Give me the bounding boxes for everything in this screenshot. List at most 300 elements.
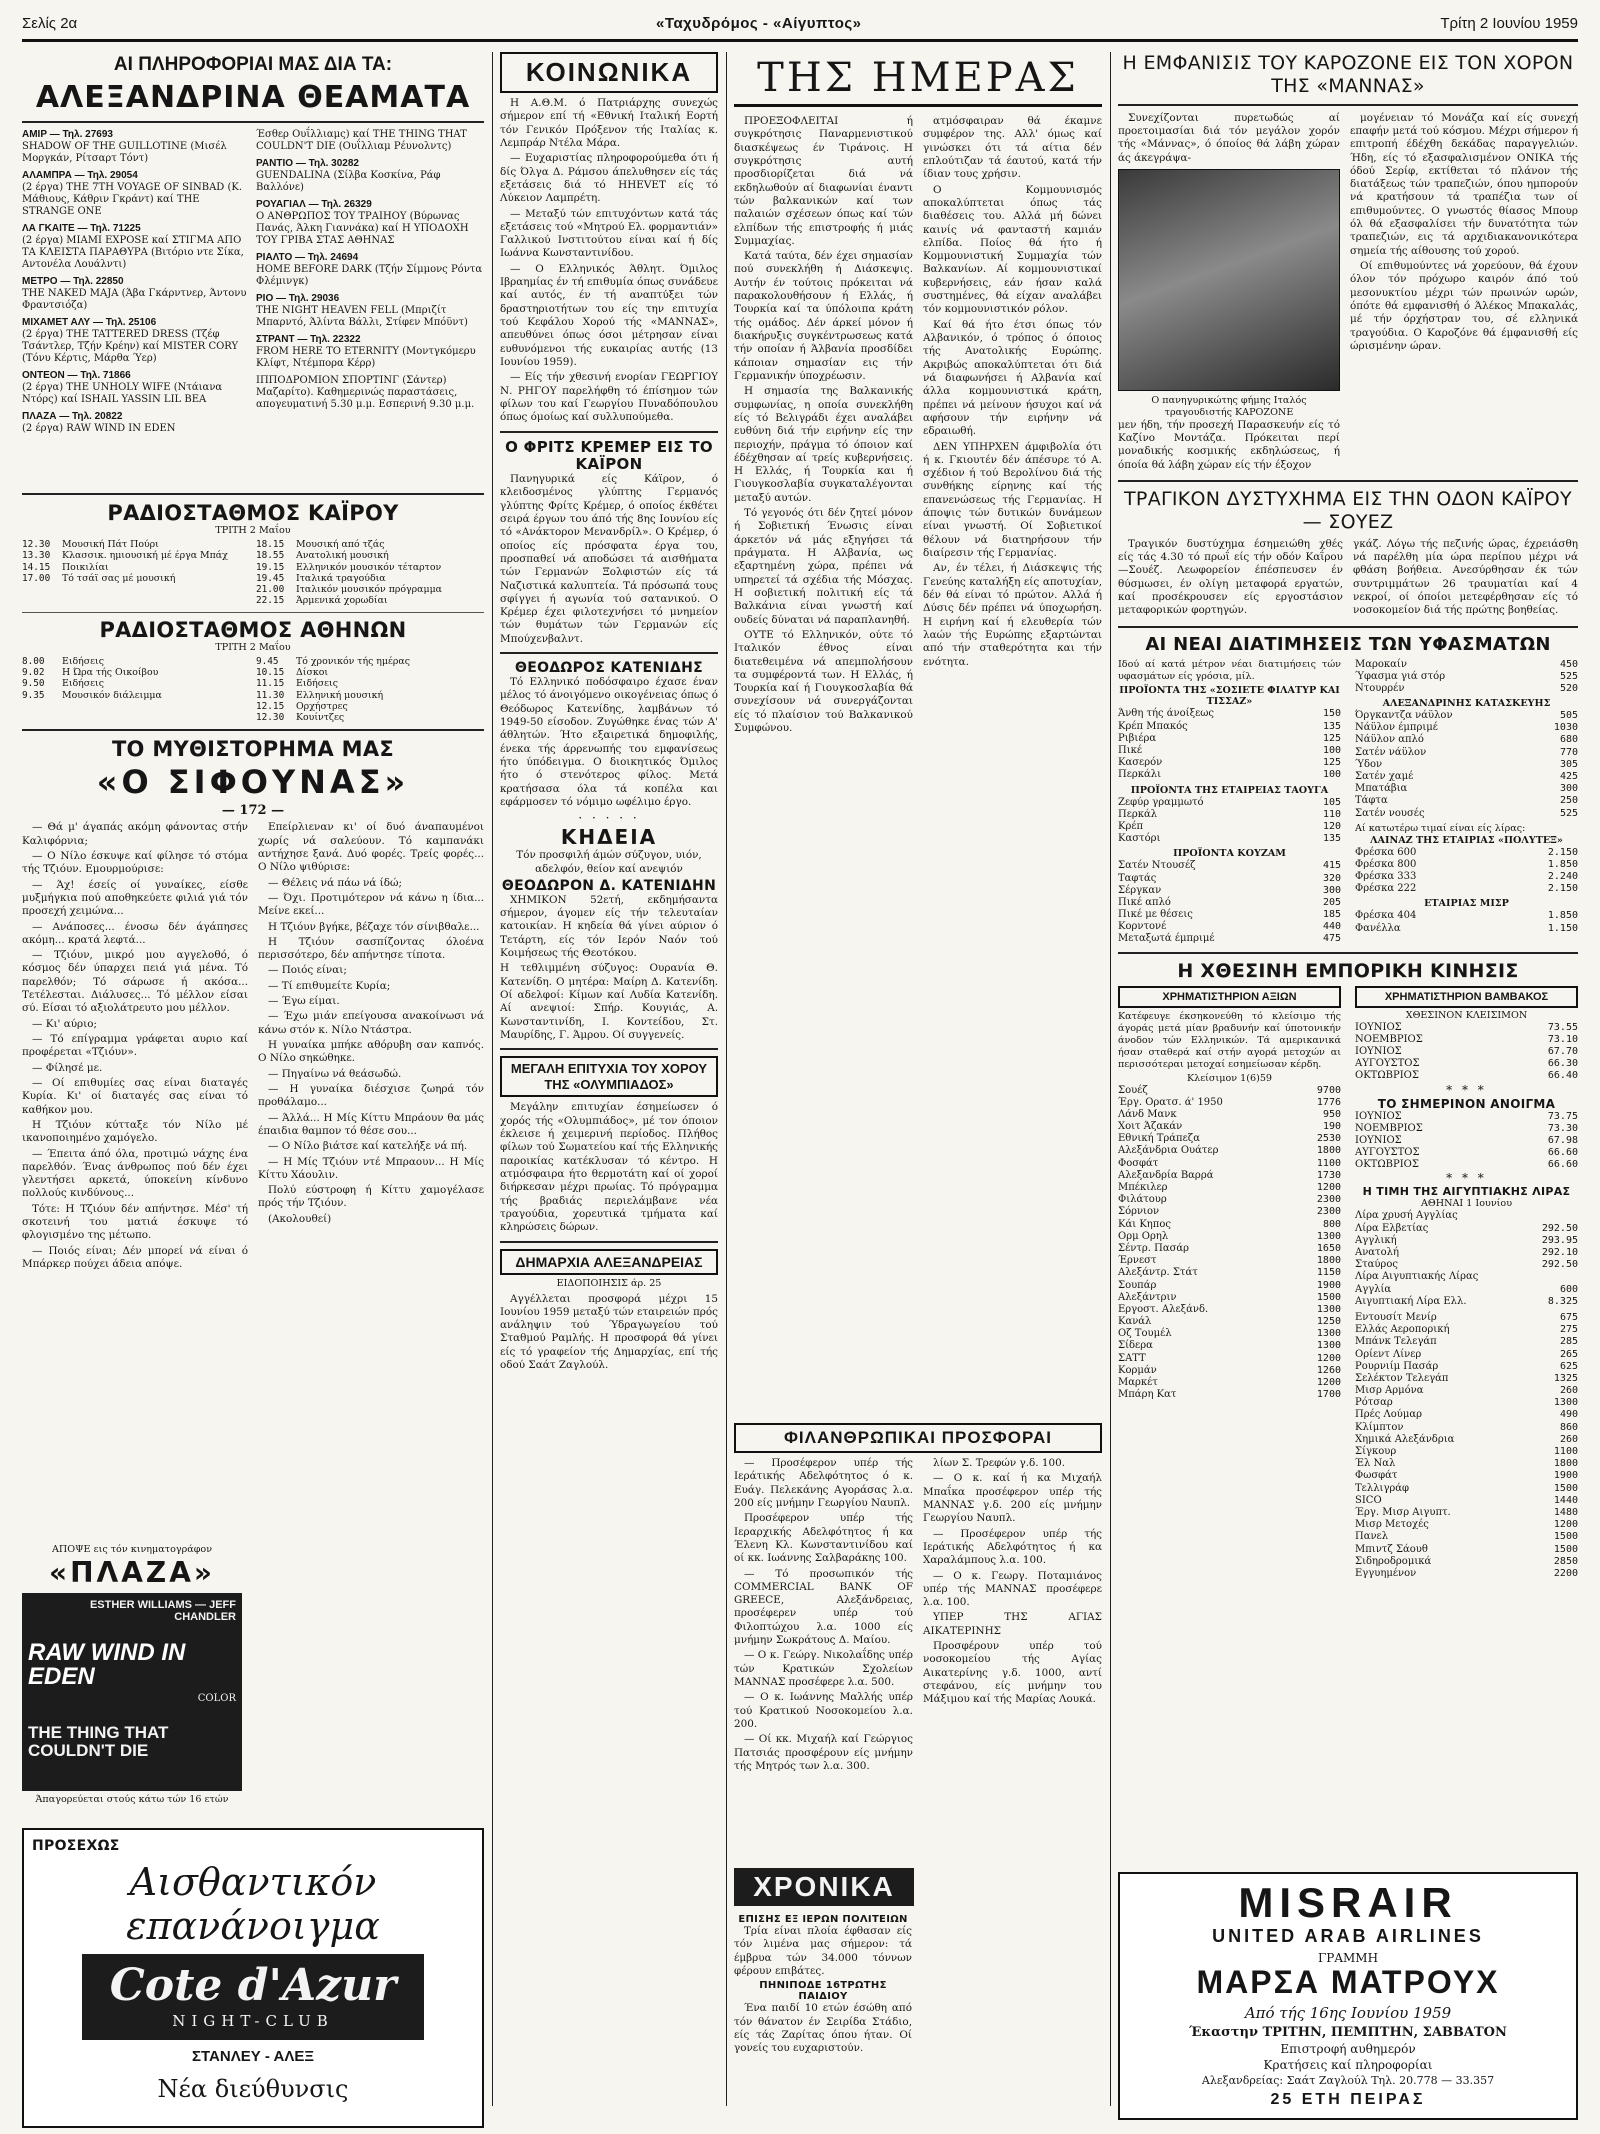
pound-rate-value: 600 [1559, 1283, 1578, 1295]
fabric-price [1355, 859, 1578, 871]
stock-quote-label: Μπέκιλερ [1118, 1182, 1168, 1194]
cotton-quote-label: ΙΟΥΝΙΟΣ [1355, 1021, 1402, 1033]
stock-quote-label: Ορμ Ορηλ [1118, 1230, 1169, 1242]
share-quote-label: Μπιντζ Σάουθ [1355, 1543, 1428, 1555]
cinema-program: THE NAKED MAJA (Άβα Γκάρντνερ, Άντονυ Φραντσιόζα) [22, 288, 247, 311]
program-time: 9.50 [22, 678, 45, 690]
stock-quote-value: 1776 [1316, 1096, 1341, 1108]
radio-program-row [256, 678, 484, 689]
radio-program-row [256, 595, 484, 606]
cinema-program: (2 έργα) THE TATTERED DRESS (Τζέφ Τσάντλερ, Τζήν Κρέην) καί MISTER CORY (Τόνυ Κέρτις, Μάρθα Ύερ) [22, 329, 239, 364]
novel-paragraph: Η Τζιόυν βγήκε, βέζαχε τόν σίνιβθαλε... [268, 920, 480, 933]
stock-quote [1118, 1194, 1341, 1206]
stock-quote-value: 1250 [1316, 1316, 1341, 1328]
fabric-price [1355, 847, 1578, 859]
nightclub-location: ΣΤΑΝΛΕΥ - ΑΛΕΞ [192, 2048, 314, 2065]
share-quote [1355, 1446, 1578, 1458]
cinema-name: ΡΑΝΤΙΟ — Τηλ. 30282 [256, 158, 359, 169]
fabric-price-label: Νάϋλον έμπριμέ [1355, 722, 1438, 734]
share-quote-value: 1300 [1553, 1397, 1578, 1409]
stock-quote [1118, 1304, 1341, 1316]
program-title: Κουίντζες [296, 712, 345, 724]
charity-item: — Ο κ. Ιωάννης Μαλλής υπέρ τού Κρατικού Νοσοκομείου λ.α. 200. [734, 1691, 913, 1730]
carozone-details: μογένειαν τό Μονάζα καί είς συνεχή επαφήν μετά τού κόσμου. Μέχρι σήμερον ή επιτροπή έδέχθη δεκάδας παραγγελιών. Ήδη, είς τό εξασφαλισμένον ΟΝΙΚΑ τής όδού Σερίφ, εκτίθεται τό πλάνον τής διατάξεως τών τραπεζιών, όπου ημπορούν νά κρατήσουν τά τραπέζια των οί επιθυμούντες. Ο γνωστός θίασος Μπουρ όλ θά εξασφαλίσει τήν δυνατότητα τών τραπεζιών, εις τά αρχιδιακανονικότερα σημεία τής αίθουσης τού χορού. [1350, 111, 1578, 257]
program-time: 19.45 [256, 572, 285, 584]
cinema-listing [22, 129, 250, 165]
charity-heading: ΦΙΛΑΝΘΡΩΠΙΚΑΙ ΠΡΟΣΦΟΡΑΙ [734, 1423, 1102, 1453]
carozone-details-2: Οί επιθυμούντες νά χορεύουν, θά έχουν όλον τόν πρόχωρο καιρόν άπό τού μεσονυκτίου μέχρι τών πρωινών ωρών, όπότε θά εμφανισθή ό Άλέκος Μπακαλάς, μέ τήν όρχήστραν του, σέ ελληνικά τραγούδια. Ο Καροζόνε θά έμφανισθή είς ώρισμένην ώραν. [1350, 260, 1578, 352]
opening-quote-value: 73.30 [1547, 1122, 1578, 1134]
share-quote-label: Φωσφάτ [1355, 1470, 1398, 1482]
share-quote-value: 1500 [1553, 1543, 1578, 1555]
radio-program-row [22, 562, 250, 573]
stock-quote-value: 1800 [1316, 1255, 1341, 1267]
radio-program-row [256, 562, 484, 573]
stock-quote-value: 1800 [1316, 1145, 1341, 1157]
fabrics-group-title: ΠΡΟΪΟΝΤΑ ΚΟΥΖΑΜ [1173, 848, 1286, 860]
fabric-price-label: Ντουρρέν [1355, 682, 1405, 694]
fabric-price-value: 1.850 [1547, 910, 1578, 922]
fabric-price [1118, 897, 1341, 909]
editorial-paragraph: Αν, έν τέλει, ή Διάσκεψις τής Γενεύης καταλήξη είς αποτυχίαν, δέν θά είναι τό πρώτον. Αλλά ή Δύσις δέν πρέπει νά ύποχωρήση. Η ειρήνη καί ή ελευθερία τών λαών τής Ευρώπης εξαρτώνται από τήν σταθερότητα και τήν ενότητα. [923, 562, 1102, 668]
fabric-price-label: Φρέσκα 404 [1355, 910, 1417, 922]
program-title: Κλασσικ. ημιουσική μέ έργα Μπάχ [62, 550, 228, 562]
stock-quote-label: Αλεξανδρία Βαρρά [1118, 1169, 1214, 1181]
fabric-price-label: Μπατάβια [1355, 783, 1408, 795]
fabric-price-value: 520 [1559, 682, 1578, 694]
share-quote-value: 1480 [1553, 1506, 1578, 1518]
program-time: 18.55 [256, 550, 285, 562]
fabric-price [1355, 710, 1578, 722]
stock-quote [1118, 1206, 1341, 1218]
chronika-item: Τρία είναι πλοία έφθασαν είς τόν λιμένα μας σήμερον: τά έμβρυα τών 34.000 τόννων φέρουν επιβάτες. [734, 1925, 912, 1977]
fabric-price [1355, 783, 1578, 795]
fabric-price [1118, 745, 1341, 757]
fabric-price [1118, 769, 1341, 781]
radio-program-row [22, 667, 250, 678]
cinema-name: ΡΙΑΛΤΟ — Τηλ. 24694 [256, 252, 359, 263]
cotton-quote-value: 66.40 [1547, 1070, 1578, 1082]
novel-title: «Ο ΣΙΦΟΥΝΑΣ» [96, 763, 410, 802]
social-item: Η Α.Θ.Μ. ό Πατριάρχης συνεχώς σήμερον επί τή «Εθνική Ιταλική Εορτή τόν Γενικόν Πρόξενον τής Ιταλίας κ. Λεμπράρ Ντέλα Μάρα. [500, 97, 718, 149]
opening-quote [1355, 1123, 1578, 1135]
fabric-price-label: Σέργκαν [1118, 884, 1162, 896]
cinema-listing [256, 158, 484, 194]
share-quote-value: 2200 [1553, 1567, 1578, 1579]
charity-item: — Ο κ. Γεωργ. Ποταμιάνος υπέρ τής ΜΑΝΝΑΣ προσέφερε λ.α. 100. [923, 1569, 1102, 1609]
carozone-caption: Ο πανηγυρικώτης φήμης Ιταλός τραγουδιστής ΚΑΡΟΖΟΝΕ [1151, 394, 1307, 418]
fabric-price [1355, 808, 1578, 820]
cotton-quote-label: ΝΟΕΜΒΡΙΟΣ [1355, 1033, 1423, 1045]
fabrics-intro: Ιδού αί κατά μέτρον νέαι διατιμήσεις τών υφασμάτων είς γρόσια, μίλ. [1118, 658, 1341, 682]
nightclub-ad-coming: ΠΡΟΣΕΧΩΣ [32, 1838, 120, 1854]
novel-paragraph: — Κι' αύριο; [32, 1017, 97, 1030]
share-quote-label: Έργ. Μισρ Αιγυπτ. [1355, 1506, 1451, 1518]
page-number: Σελίς 2α [22, 15, 78, 32]
program-time: 8.00 [22, 655, 45, 667]
carozone-continued: μεν ήδη, τήν προσεχή Παρασκευήν είς τό Καζίνο Μοντάζα. Πρόκειται περί μοναδικής κοσμικής εκδηλώσεως, ή όποία θά λάβη χώραν είς τήν έξοχον [1118, 418, 1340, 471]
opening-quote-label: ΟΚΤΩΒΡΙΟΣ [1355, 1159, 1419, 1171]
share-quote-label: Πρές Λούμαρ [1355, 1409, 1423, 1421]
program-time: 18.15 [256, 538, 285, 550]
cinema-name: ΡΙΟ — Τηλ. 29036 [256, 293, 340, 304]
stock-quote-value: 2300 [1316, 1194, 1341, 1206]
chronika-heading: ΧΡΟΝΙΚΑ [734, 1868, 914, 1906]
pound-rate [1355, 1271, 1578, 1283]
fabric-price-value: 100 [1322, 745, 1341, 757]
cinema-name: ΑΛΑΜΠΡΑ — Τηλ. 29054 [22, 170, 138, 181]
katenidis-article: Τό Ελληνικό ποδόσφαιρο έχασε έναν μέλος τό άνοιγόμενο οικογένειας όπως ό Θεόδωρος Κατενίδης, λαμβάνων τό 1949-50 είσοδον. Ζυγώθηκε ένας τών Α' άθλητών. Ήτο εξαιρετικά δημοφιλής, ένεκα τής άρρενωπής του εμφανίσεως ήτο ύπόδειγμα. Ο διοικητικός Όμιλος ήτο ό στενότερος φίλος. Μετά κρατήσασα όλα τά κοπέλα και εφάρμοσεν τό νόμιμο ωφέλιμο έργο. [500, 676, 718, 808]
stock-quote [1118, 1389, 1341, 1401]
fabric-price-label: Πικέ [1118, 745, 1143, 757]
editorial-heading: ΤΗΣ ΗΜΕΡΑΣ [734, 52, 1102, 107]
funeral-deceased-name: ΘΕΟΔΩΡΟΝ Δ. ΚΑΤΕΝΙΔΗΝ [501, 877, 717, 894]
stock-quote [1118, 1170, 1341, 1182]
share-quote-label: Εγγυημένον [1355, 1567, 1417, 1579]
share-quote [1355, 1373, 1578, 1385]
cinema-program: HOME BEFORE DARK (Τζήν Σίμμονς Ρόντα Φλέμινγκ) [256, 264, 483, 287]
fabric-price-value: 125 [1322, 732, 1341, 744]
stock-quote-label: Σουπάρ [1118, 1279, 1157, 1291]
fabric-prices [1118, 659, 1578, 946]
stock-quote [1118, 1097, 1341, 1109]
funeral-heading: ΚΗΔΕΙΑ [560, 825, 658, 850]
stock-quote-value: 1500 [1316, 1291, 1341, 1303]
fabric-price [1355, 722, 1578, 734]
radio-program-row [256, 712, 484, 723]
opening-quote [1355, 1135, 1578, 1147]
fabric-price-label: Σατέν χαμέ [1355, 771, 1414, 783]
municipality-notice-number: ΕΙΔΟΠΟΙΗΣΙΣ άρ. 25 [556, 1277, 662, 1289]
pound-heading: Η ΤΙΜΗ ΤΗΣ ΑΙΓΥΠΤΙΑΚΗΣ ΛΙΡΑΣ [1362, 1185, 1571, 1199]
novel-installment: — 172 — [221, 803, 285, 819]
cotton-quote-value: 66.30 [1547, 1058, 1578, 1070]
novel-paragraph: — Ποιός είναι; Δέν μπορεί νά είναι ό Μπάρκερ πούχει άδεια απόψε. [22, 1244, 248, 1271]
stock-quote [1118, 1267, 1341, 1279]
plaza-ad-color: COLOR [197, 1692, 236, 1704]
novel-paragraph: — Έχω μιάν επείγουσα ανακοίνωσι νά κάνω στόν κ. Νίλο Ντάστρα. [258, 1010, 484, 1036]
share-quote [1355, 1422, 1578, 1434]
stock-quote-value: 1260 [1316, 1364, 1341, 1376]
stock-quote-value: 1150 [1316, 1267, 1341, 1279]
chronika-body [734, 1914, 912, 2058]
novel-paragraph: — Η γυναίκα διέσχισε ζωηρά τόν προθάλαμο... [258, 1082, 484, 1109]
fabric-price-label: Σατέν νάϋλον [1355, 746, 1427, 758]
program-title: Δίσκοι [296, 666, 329, 678]
stock-quote-value: 2300 [1316, 1206, 1341, 1218]
cinema-program: ΙΠΠΟΔΡΟΜΙΟΝ ΣΠΟΡΤΙΝΓ (Σάντερ) Μαζαρίτο). Καθημερινώς παραστάσεις, απογευματινή 5.30 μ.μ. Εσπερινή 9.30 μ.μ. [256, 375, 475, 410]
program-title: Ποικιλίαι [62, 561, 109, 573]
fabric-price-label: Φρέσκα 800 [1355, 858, 1417, 870]
fabric-price-label: Μαροκαίν [1355, 658, 1407, 670]
program-title: Ελληνική μουσική [296, 689, 384, 701]
fabrics-heading: ΑΙ ΝΕΑΙ ΔΙΑΤΙΜΗΣΕΙΣ ΤΩΝ ΥΦΑΣΜΑΤΩΝ [1145, 633, 1551, 655]
share-quote [1355, 1483, 1578, 1495]
program-time: 13.30 [22, 550, 51, 562]
editorial-paragraph: Κατά ταύτα, δέν έχει σημασίαν πού συνεκλήθη ή Διάσκεψις. Αυτήν έν τούτοις πρόκειται νά παρακολουθήσουν ή Ελλάς, ή Τουρκία καί τα ύπόλοιπα κράτη τής ομάδος. Δέν άρκεί μόνον ή διακήρυξις συγκέντρωσεως κατά τήν οποίαν ή Άλβανία προσδίδει κάποιαν σημασίαν εις τήν Γερμανικήν ύποχρέωσιν. [734, 250, 913, 382]
pound-rate [1355, 1296, 1578, 1308]
novel-paragraph: — Έπειτα άπό όλα, προτιμώ νάχης ένα παρελθόν. Ένας άνθρωπος πού δέν έχει γλεντήσει αρκετά, ύποκείνη κίνδυνο πολλούς κινδύνους... [22, 1147, 248, 1200]
program-title: Ελληνικόν μουσικόν τέταρτον [296, 561, 442, 573]
stock-quote-value: 1900 [1316, 1279, 1341, 1291]
cotton-quote [1355, 1058, 1578, 1070]
olympias-heading: ΜΕΓΑΛΗ ΕΠΙΤΥΧΙΑ ΤΟΥ ΧΟΡΟΥ ΤΗΣ «ΟΛΥΜΠΙΑΔΟΣ» [500, 1056, 718, 1097]
stock-quote-value: 190 [1322, 1121, 1341, 1133]
charity-item: — Τό προσωπικόν τής COMMERCIAL BANK OF GREECE, Αλεξάνδρειας, προσέφερεν υπέρ τού Φιλοπτώχου λ.α. 1000 είς μνήμην Σωκράτους Δ. Μαίου. [734, 1567, 913, 1647]
accident-text: Τραγικόν δυστύχημα έσημειώθη χθές είς τάς 4.30 τό πρωΐ είς τήν οδόν Καΐρου—Σουέζ. Λεωφορείον έπέσπευσεν έν θύσμωσει, έν ολίγη μεταφορά εργατών, καί προσέκρουσεν είς εργοστάσιον μεταφορικών φορτηγών. [1118, 537, 1343, 617]
stock-quote [1118, 1231, 1341, 1243]
nightclub-ad [22, 1828, 484, 2128]
fabric-price-label: Φρέσκα 600 [1355, 846, 1417, 858]
share-quote-label: Ρότσαρ [1355, 1397, 1393, 1409]
program-title: Η Ώρα τής Οικοίβου [62, 666, 159, 678]
pound-subheading: ΑΘΗΝΑΙ 1 Ιουνίου [1420, 1198, 1513, 1210]
fabric-price-label: Κρέπ Μπακός [1118, 720, 1188, 732]
fabric-price-value: 120 [1322, 820, 1341, 832]
share-quote [1355, 1531, 1578, 1543]
fabric-price [1355, 683, 1578, 695]
stock-quote-label: Σόρνιον [1118, 1206, 1160, 1218]
editorial-paragraph: Ο Κομμουνισμός αποκαλύπτεται όπως τάς διαθέσεις του. Αλλά μή δώνει καινίς νά φανταστή καμιάν ελπίδα. Ποίος θά ήτο ή Κομμουνιστική Συμμαχία τών Βαλκανίων. Αί κομμουνιστικαί κυβερνήσεις, εάν ήσαν καλά συστημένες, θά είχαν αναλάβει τόν κομμουνιστικόν ρόλον. [923, 183, 1102, 316]
column-rule [1110, 52, 1111, 2106]
share-quote-value: 260 [1559, 1433, 1578, 1445]
program-title: Μουσικόν διάλειμμα [62, 689, 162, 701]
fabric-price [1355, 659, 1578, 671]
share-quote [1355, 1544, 1578, 1556]
pound-rate-label: Αιγυπτιακή Λίρα Ελλ. [1355, 1295, 1467, 1307]
fabric-price [1355, 871, 1578, 883]
cinema-name: ΜΙΧΑΜΕΤ ΑΛΥ — Τηλ. 25106 [22, 317, 157, 328]
fabric-price-value: 475 [1322, 933, 1341, 945]
charity-item: — Προσέφερον υπέρ τής Ιεράτικής Αδελφότητος ή κα Χαραλάμπους λ.α. 100. [923, 1527, 1102, 1567]
fabric-price-value: 525 [1559, 807, 1578, 819]
novel-paragraph: — Τζιόυν, μικρό μου αγγελοθό, ό κόσμος δέν ύπαρχει πειά γιά μένα. Τό παρελθόν; Τό σάρωσε ή ακόσα... Τετέλεσται. Διάλυσες... Τό μέλλον είσαι σύ. Είσαι τό αξιολάτρευτο μου μέλλον. [22, 949, 248, 1015]
fabric-price [1118, 708, 1341, 720]
cinema-listing [256, 293, 484, 329]
stock-quote-value: 1300 [1316, 1303, 1341, 1315]
stock-quote-value: 1300 [1316, 1328, 1341, 1340]
cinema-program: THE NIGHT HEAVEN FELL (Μπριζίτ Μπαρντό, Άλίντα Βάλλι, Στίφεν Μπόϋντ) [256, 305, 468, 328]
editorial-paragraph: Η σημασία της Βαλκανικής συμφωνίας, η οποία συνεκλήθη είς τό Βελιγράδι έχει αναλάβει ευθύνη διά τήν ειρήνην είς την περιοχήν, πράγμα τό όποιον καί έδέχθησαν αί τρείς κυβερνήσεις. Η Ελλάς, ή Τουρκία και ή Γιουγκοσλαβία συγκαταλέγονται μεταξύ αυτών. [734, 385, 913, 504]
share-quote-value: 1200 [1553, 1519, 1578, 1531]
fabric-price-value: 770 [1559, 746, 1578, 758]
fabric-price-label: Καστόρι [1118, 833, 1161, 845]
column-editorial [734, 52, 1102, 2106]
info-heading: ΑΙ ΠΛΗΡΟΦΟΡΙΑΙ ΜΑΣ ΔΙΑ ΤΑ: [113, 54, 393, 75]
fabric-price-value: 100 [1322, 769, 1341, 781]
opening-quote-label: ΑΥΓΟΥΣΤΟΣ [1355, 1147, 1420, 1159]
share-quote-value: 265 [1559, 1348, 1578, 1360]
fabric-price-label: Ριβιέρα [1118, 732, 1157, 744]
stock-quote-value: 1200 [1316, 1352, 1341, 1364]
pound-rate-value: 8.325 [1547, 1295, 1578, 1307]
fabric-price [1118, 757, 1341, 769]
fabric-price-label: Σατέν Ντουσέζ [1118, 860, 1196, 872]
charity-item: — Ο κ. καί ή κα Μιχαήλ Μπαΐκα προσέφερον υπέρ τής ΜΑΝΝΑΣ γ.δ. 200 είς μνήμην Γεωργίου Ναυπλ. [923, 1472, 1102, 1525]
cinema-listing [22, 223, 250, 271]
novel-paragraph: — Ανάποσες... ένοσω δέν άγάπησες ακόμη... κρατά λεφτά... [22, 920, 248, 946]
cinema-listing [256, 334, 484, 370]
cinema-program: Έσθερ Ουΐλλιαμς) καί THE THING THAT COULDN'T DIE (Ουΐλλιαμ Ρέυνολντς) [256, 129, 467, 152]
misrair-ad [1118, 1872, 1578, 2120]
fabric-price [1118, 909, 1341, 921]
program-title: Μουσική από τζάς [296, 538, 385, 550]
program-time: 12.30 [256, 712, 285, 724]
program-title: Ειδήσεις [62, 678, 104, 690]
misrair-start-date: Από τής 16ης Ιουνίου 1959 [1244, 2004, 1452, 2023]
pound-rate-value: 292.50 [1541, 1259, 1578, 1271]
pound-rate-label: Σταύρος [1355, 1259, 1398, 1271]
stock-quote [1118, 1280, 1341, 1292]
stock-quote-label: Σουέζ [1118, 1084, 1148, 1096]
radio-program-row [22, 550, 250, 561]
cotton-quote-value: 73.10 [1547, 1033, 1578, 1045]
plaza-ad-film-title: RAW WIND IN EDEN [28, 1638, 186, 1690]
stock-quote-value: 1730 [1316, 1169, 1341, 1181]
cinema-listing [256, 129, 484, 153]
share-quote-value: 1500 [1553, 1482, 1578, 1494]
accident-article [1118, 538, 1578, 620]
fabric-price-value: 1030 [1553, 722, 1578, 734]
fabric-price-value: 525 [1559, 670, 1578, 682]
opening-quote [1355, 1159, 1578, 1171]
fabric-price-label: Περκάλ [1118, 808, 1158, 820]
share-quote [1355, 1409, 1578, 1421]
stock-quote-label: Κορμάν [1118, 1364, 1157, 1376]
fabric-price-value: 185 [1322, 909, 1341, 921]
novel-paragraph: Επείρλιεναν κι' οί δυό άναπαυμένοι χωρίς νά σαλεύουν. Τό καμπανάκι αντήχησε ξανά. Δυό φορές. Τρείς φορές... Ο Νίλο ψιθύρισε: [258, 821, 484, 874]
plaza-ad-venue: «ΠΛΑΖΑ» [49, 1555, 215, 1589]
program-title: Μουσική Πάτ Πούρι [62, 538, 159, 550]
fabric-price-value: 110 [1322, 808, 1341, 820]
fabric-price-value: 250 [1559, 795, 1578, 807]
share-quote [1355, 1349, 1578, 1361]
editorial-paragraph: Καί θά ήτο έτσι όπως τόν Αλβανικόν, ό τρόπος ό όποιος τής Ανατολικής Ευρώπης. Ακριβώς αποκαλύπτεται ότι διά νά διαφωνήσει ή Αλβανία καί άλλα κομμουνιστικά κράτη, πρέπει νά μείνουν ήσυχοι καί νά αφήσουν τήν ειρήνην νά εδραιωθή. [923, 318, 1102, 438]
share-quote [1355, 1495, 1578, 1507]
share-quote-value: 1325 [1553, 1372, 1578, 1384]
plaza-ad-second-film: THE THING THAT COULDN'T DIE [28, 1722, 169, 1760]
program-time: 11.15 [256, 678, 285, 690]
cinema-program: (2 έργα) ΜΙΑΜΙ EXPOSE καί ΣΤΙΓΜΑ ΑΠΟ ΤΑ ΚΛΕΙΣΤΑ ΠΑΡΑΘΥΡΑ (Βιτόριο ντε Σίκα, Αντονέλα Λουάλντι) [22, 235, 244, 270]
radio-program-row [22, 539, 250, 550]
program-time: 11.30 [256, 689, 285, 701]
cinema-name: ΡΟΥΑΓΙΑΛ — Τηλ. 26329 [256, 199, 372, 210]
plaza-ad-age-notice: Άπαγορεύεται στούς κάτω τών 16 ετών [35, 1793, 229, 1805]
cinema-name: ΟΝΤΕΟΝ — Τηλ. 71866 [22, 370, 131, 381]
share-quote-label: Μισρ Αρμόνα [1355, 1385, 1424, 1397]
fabric-price-value: 300 [1322, 884, 1341, 896]
share-quote-label: Εντουσίτ Μενίρ [1355, 1311, 1437, 1323]
stock-quote-label: ΣΑΤΤ [1118, 1352, 1146, 1364]
editorial-paragraph: ΔΕΝ ΥΠΗΡΧΕΝ άμφιβολία ότι ή κ. Γκιουτέν δέν άπέσυρε τό Α. σχέδιον ή τού Βερολίνου διά τής συνθήκης είρηνης καί τής επανενώσεως τής Γερμανίας. Η άποψις τών δυτικών δυνάμεων είναι γνωστή. Οί Σοβιετικοί θέλουν νά διατηρήσουν τήν διαίρεσιν τής Γερμανίας. [923, 440, 1102, 559]
fabric-price [1355, 910, 1578, 922]
fabric-price [1118, 821, 1341, 833]
share-quote-label: Ρουρνιίμ Πασάρ [1355, 1360, 1439, 1372]
cotton-quote-label: ΑΥΓΟΥΣΤΟΣ [1355, 1058, 1420, 1070]
share-quote-label: Ελλάς Αεροπορική [1355, 1324, 1450, 1336]
chronika-item: Ένα παιδί 10 ετών έσώθη από τόν θάνατον έν Σειρίδα Στάδιο, είς τάς Ζαρίτας όπου ήταν. Οί γονείς του ευχαριστούν. [734, 2002, 912, 2055]
stock-quote-label: Φοσφάτ [1118, 1157, 1159, 1169]
misrair-airline: UNITED ARAB AIRLINES [1212, 1926, 1484, 1946]
cotton-quote [1355, 1034, 1578, 1046]
municipality-heading: ΔΗΜΑΡΧΙΑ ΑΛΕΞΑΝΔΡΕΙΑΣ [500, 1249, 718, 1275]
program-title: Ειδήσεις [62, 655, 104, 667]
program-title: Τό χρονικόν τής ημέρας [296, 655, 410, 667]
novel-paragraph: (Ακολουθεί) [268, 1212, 332, 1225]
charity-item: — Οί κκ. Μιχαήλ καί Γεώργιος Πατσιάς προσφέρουν είς μνήμην τής Μητρός των λ.α. 300. [734, 1733, 913, 1772]
share-quote-label: Κλίμπτον [1355, 1421, 1404, 1433]
fabric-price-value: 415 [1322, 860, 1341, 872]
pound-rate [1355, 1223, 1578, 1235]
separator-dots: · · · · · [578, 811, 640, 826]
novel-paragraph: — Θέλεις νά πάω νά ίδώ; [268, 876, 402, 889]
share-quote-label: Σιδηροδρομικά [1355, 1555, 1432, 1567]
cinema-program: (2 έργα) RAW WIND IN EDEN [22, 423, 176, 434]
radio-program-row [22, 690, 250, 701]
radio-athens-date: ΤΡΙΤΗ 2 Μαΐου [215, 641, 291, 653]
fabrics-group-title: ΕΤΑΙΡΙΑΣ ΜΙΣΡ [1424, 898, 1509, 910]
opening-heading: ΤΟ ΣΗΜΕΡΙΝΟΝ ΑΝΟΙΓΜΑ [1377, 1096, 1556, 1111]
fabric-price-label: Φρέσκα 333 [1355, 871, 1417, 883]
cotton-subheading: ΧΘΕΣΙΝΟΝ ΚΛΕΙΣΙΜΟΝ [1405, 1009, 1528, 1021]
carozone-heading: Η ΕΜΦΑΝΙΣΙΣ ΤΟΥ ΚΑΡΟΖΟΝΕ ΕΙΣ ΤΟΝ ΧΟΡΟΝ ΤΗΣ «ΜΑΝΝΑΣ» [1122, 52, 1574, 97]
chronika-subheading: ΕΠΙΣΗΣ ΕΞ ΙΕΡΩΝ ΠΟΛΙΤΕΙΩΝ [738, 1914, 908, 1925]
program-time: 22.15 [256, 595, 285, 607]
program-time: 9.45 [256, 655, 279, 667]
novel-paragraph: — Ο Νίλο έσκυψε καί φίλησε τό στόμα τής Τζιόυν. Εμουρμούρισε: [22, 849, 248, 876]
share-quote [1355, 1385, 1578, 1397]
pound-rate [1355, 1235, 1578, 1247]
newspaper-name: «Ταχυδρόμος - «Αίγυπτος» [656, 15, 862, 32]
fabric-price [1118, 797, 1341, 809]
program-time: 12.30 [22, 538, 51, 550]
fabric-price [1118, 873, 1341, 885]
stock-quote-label: Εθνική Τράπεζα [1118, 1133, 1200, 1145]
opening-quote [1355, 1147, 1578, 1159]
cinema-listing [256, 252, 484, 288]
pound-rate [1355, 1210, 1578, 1222]
share-quote-value: 285 [1559, 1336, 1578, 1348]
issue-date: Τρίτη 2 Ιουνίου 1959 [1440, 15, 1578, 32]
fabric-price-label: Κορντονέ [1118, 921, 1167, 933]
stock-quote-value: 950 [1322, 1108, 1341, 1120]
stock-quote [1118, 1145, 1341, 1157]
stock-quote-label: Σίδερα [1118, 1340, 1153, 1352]
fabric-price-value: 205 [1322, 896, 1341, 908]
radio-program-row [256, 667, 484, 678]
cinema-listing [22, 317, 250, 365]
radio-program-row [256, 584, 484, 595]
share-quote [1355, 1458, 1578, 1470]
program-title: Ειδήσεις [296, 678, 338, 690]
pound-rate-label: Λίρα Ελβετίας [1355, 1222, 1429, 1234]
program-title: Ιταλικόν μουσικόν πρόγραμμα [296, 584, 442, 596]
cinema-program: GUENDALINA (Σίλβα Κοσκίνα, Ράφ Βαλλόνε) [256, 170, 441, 193]
novel-paragraph: — Έγω είμαι. [268, 995, 340, 1008]
share-quote-label: Ορίεντ Λίνερ [1355, 1348, 1422, 1360]
cinema-listing [256, 375, 484, 411]
nightclub-name: Cote d'Azur [109, 1960, 397, 2011]
radio-athens-heading: ΡΑΔΙΟΣΤΑΘΜΟΣ ΑΘΗΝΩΝ [99, 617, 407, 642]
cinema-program: FROM HERE TO ETERNITY (Μοντγκόμερυ Κλίφτ, Ντέμπορα Κέρρ) [256, 346, 476, 369]
pound-rate [1355, 1284, 1578, 1296]
program-title: Ορχήστρες [296, 700, 348, 712]
fabric-price-label: Πικέ με θέσεις [1118, 909, 1193, 921]
charity-item: Προσέφερον υπέρ τής Ιεραρχικής Αδελφότητος ή κα Έλενη Κλ. Κωνσταντινίδου καί οί κκ. Ιωάννης Σαλβαράκης 100. [734, 1512, 913, 1565]
stock-quote-label: Έρνεστ [1118, 1255, 1157, 1267]
stock-quote-value: 1200 [1316, 1377, 1341, 1389]
radio-program-row [22, 678, 250, 689]
